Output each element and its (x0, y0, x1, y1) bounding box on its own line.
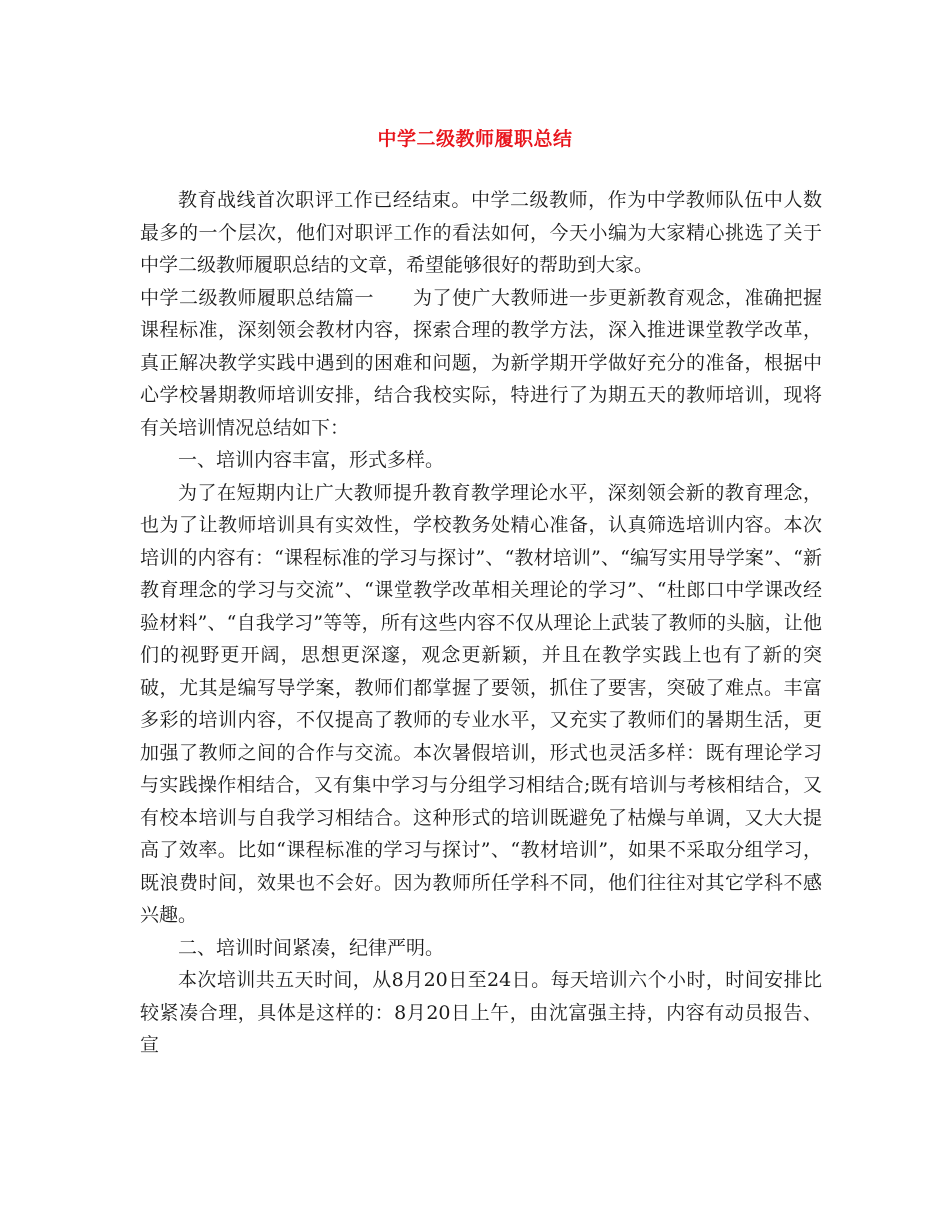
paragraph-training-content: 为了在短期内让广大教师提升教育教学理论水平，深刻领会新的教育理念，也为了让教师培训具有实效性，学校教务处精心准备，认真筛选培训内容。本次培训的内容有：“课程标准的学习与探讨”、“教材培训”、“编写实用导学案”、“新教育理念的学习与交流”、“课堂教学改革相关理论的学习”、“杜郎口中学课改经验材料”、“自我学习”等等，所有这些内容不仅从理论上武装了教师的头脑，让他们的视野更开阔，思想更深邃，观念更新颖，并且在教学实践上也有了新的突破，尤其是编写导学案，教师们都掌握了要领，抓住了要害，突破了难点。丰富多彩的培训内容，不仅提高了教师的专业水平，又充实了教师们的暑期生活，更加强了教师之间的合作与交流。本次暑假培训，形式也灵活多样：既有理论学习与实践操作相结合，又有集中学习与分组学习相结合;既有培训与考核相结合，又有校本培训与自我学习相结合。这种形式的培训既避免了枯燥与单调，又大大提高了效率。比如“课程标准的学习与探讨”、“教材培训”，如果不采取分组学习，既浪费时间，效果也不会好。因为教师所任学科不同，他们往往对其它学科不感兴趣。 (140, 481, 822, 926)
paragraph-intro: 教育战线首次职评工作已经结束。中学二级教师，作为中学教师队伍中人数最多的一个层次，他们对职评工作的看法如何，今天小编为大家精心挑选了关于中学二级教师履职总结的文章，希望能够很好的帮助到大家。 (140, 189, 822, 276)
paragraph-point-two: 二、培训时间紧凑，纪律严明。 (178, 936, 445, 959)
paragraph-section-one-heading: 中学二级教师履职总结篇一 为了使广大教师进一步更新教育观念，准确把握课程标准，深刻领会教材内容，探索合理的教学方法，深入推进课堂教学改革，真正解决教学实践中遇到的困难和问题，为新学期开学做好充分的准备，根据中心学校暑期教师培训安排，结合我校实际，特进行了为期五天的教师培训，现将有关培训情况总结如下： (140, 286, 822, 439)
document-body (140, 184, 822, 1062)
paragraph-training-schedule: 本次培训共五天时间，从8月20日至24日。每天培训六个小时，时间安排比较紧凑合理，具体是这样的：8月20日上午，由沈富强主持，内容有动员报告、宣 (140, 969, 822, 1056)
paragraph-point-one: 一、培训内容丰富，形式多样。 (178, 449, 445, 471)
document-title: 中学二级教师履职总结 (377, 128, 573, 150)
